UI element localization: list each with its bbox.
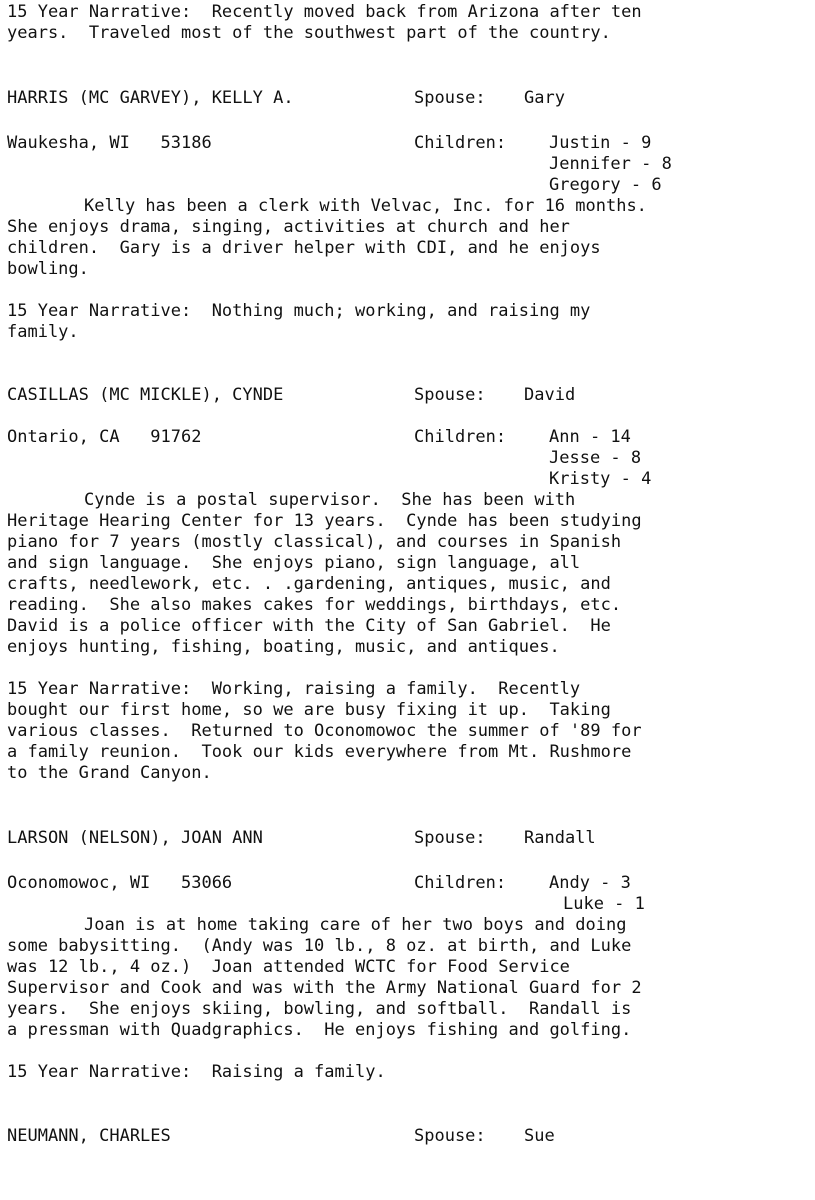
- entry-name: LARSON (NELSON), JOAN ANN: [7, 828, 263, 848]
- spouse-label: Spouse:: [414, 88, 486, 108]
- bio-line: She enjoys drama, singing, activities at church and her: [7, 217, 570, 237]
- bio-line: reading. She also makes cakes for weddings, birthdays, etc.: [7, 595, 622, 615]
- child-item: Kristy - 4: [549, 469, 652, 489]
- bio-line: children. Gary is a driver helper with CDI, and he enjoys: [7, 238, 601, 258]
- entry-location: Ontario, CA 91762: [7, 427, 202, 447]
- intro-narrative-line: 15 Year Narrative: Recently moved back from Arizona after ten: [7, 2, 642, 22]
- bio-line: some babysitting. (Andy was 10 lb., 8 oz. at birth, and Luke: [7, 936, 632, 956]
- bio-line: Kelly has been a clerk with Velvac, Inc. for 16 months.: [84, 196, 647, 216]
- spouse-label: Spouse:: [414, 385, 486, 405]
- bio-line: Joan is at home taking care of her two boys and doing: [84, 915, 627, 935]
- narrative-line: various classes. Returned to Oconomowoc the summer of '89 for: [7, 721, 642, 741]
- entry-name: HARRIS (MC GARVEY), KELLY A.: [7, 88, 294, 108]
- entry-name: CASILLAS (MC MICKLE), CYNDE: [7, 385, 284, 405]
- bio-line: years. She enjoys skiing, bowling, and softball. Randall is: [7, 999, 632, 1019]
- children-label: Children:: [414, 133, 507, 153]
- bio-line: was 12 lb., 4 oz.) Joan attended WCTC for Food Service: [7, 957, 570, 977]
- bio-line: David is a police officer with the City of San Gabriel. He: [7, 616, 611, 636]
- bio-line: Supervisor and Cook and was with the Army National Guard for 2: [7, 978, 642, 998]
- spouse-label: Spouse:: [414, 1126, 486, 1146]
- children-label: Children:: [414, 427, 507, 447]
- child-item: Ann - 14: [549, 427, 631, 447]
- spouse-name: Sue: [524, 1126, 555, 1146]
- child-item: Gregory - 6: [549, 175, 662, 195]
- child-item: Justin - 9: [549, 133, 652, 153]
- bio-line: bowling.: [7, 259, 89, 279]
- spouse-name: Randall: [524, 828, 596, 848]
- narrative-line: 15 Year Narrative: Raising a family.: [7, 1062, 386, 1082]
- entry-name: NEUMANN, CHARLES: [7, 1126, 171, 1146]
- bio-line: and sign language. She enjoys piano, sign language, all: [7, 553, 581, 573]
- intro-narrative-line: years. Traveled most of the southwest part of the country.: [7, 23, 611, 43]
- spouse-label: Spouse:: [414, 828, 486, 848]
- spouse-name: David: [524, 385, 576, 405]
- bio-line: enjoys hunting, fishing, boating, music, and antiques.: [7, 637, 560, 657]
- bio-line: a pressman with Quadgraphics. He enjoys fishing and golfing.: [7, 1020, 632, 1040]
- children-label: Children:: [414, 873, 507, 893]
- bio-line: crafts, needlework, etc. . .gardening, antiques, music, and: [7, 574, 611, 594]
- bio-line: Cynde is a postal supervisor. She has been with: [84, 490, 576, 510]
- entry-location: Waukesha, WI 53186: [7, 133, 212, 153]
- narrative-line: bought our first home, so we are busy fixing it up. Taking: [7, 700, 611, 720]
- child-item: Andy - 3: [549, 873, 631, 893]
- narrative-line: a family reunion. Took our kids everywhere from Mt. Rushmore: [7, 742, 632, 762]
- narrative-line: 15 Year Narrative: Nothing much; working, and raising my: [7, 301, 591, 321]
- narrative-line: family.: [7, 322, 79, 342]
- child-item: Jennifer - 8: [549, 154, 672, 174]
- narrative-line: 15 Year Narrative: Working, raising a family. Recently: [7, 679, 581, 699]
- bio-line: Heritage Hearing Center for 13 years. Cynde has been studying: [7, 511, 642, 531]
- child-item: Jesse - 8: [549, 448, 642, 468]
- entry-location: Oconomowoc, WI 53066: [7, 873, 233, 893]
- child-item: Luke - 1: [563, 894, 645, 914]
- narrative-line: to the Grand Canyon.: [7, 763, 212, 783]
- spouse-name: Gary: [524, 88, 565, 108]
- bio-line: piano for 7 years (mostly classical), and courses in Spanish: [7, 532, 622, 552]
